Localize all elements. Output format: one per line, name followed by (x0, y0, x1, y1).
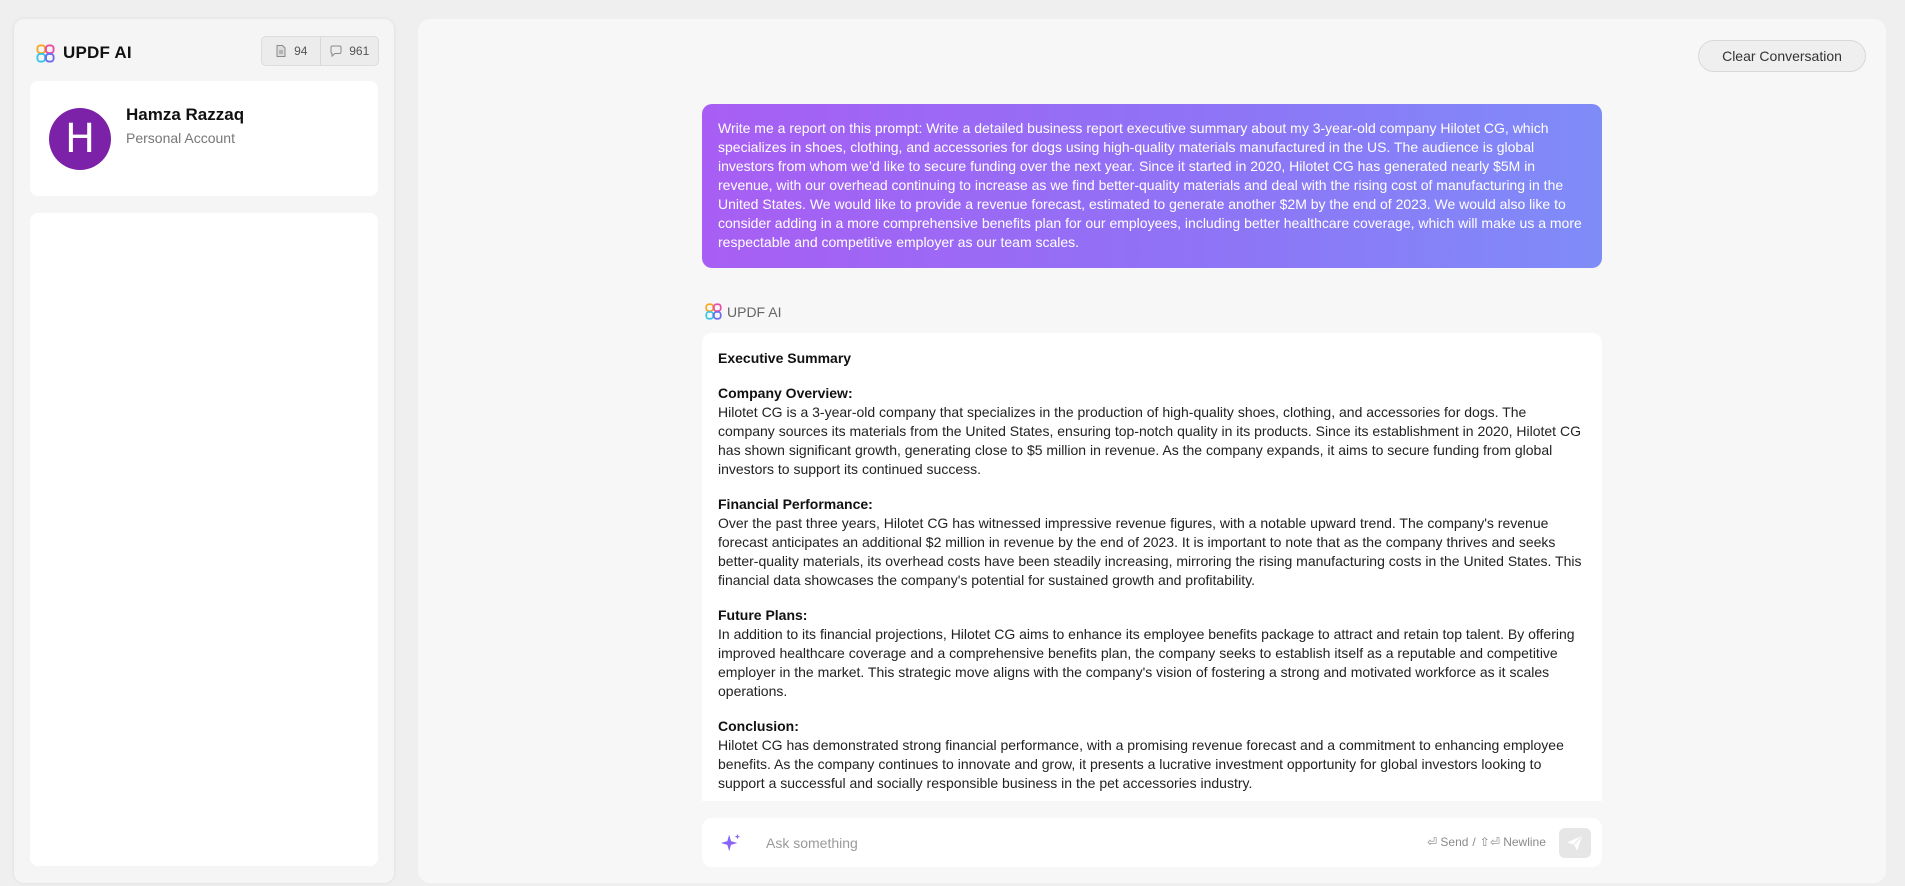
avatar[interactable]: H (49, 108, 111, 170)
section-body: Hilotet CG has demonstrated strong financial performance, with a promising revenue forecast and a commitment to enhancing employee benefits. As the company continues to innovate and grow, it presents a lucrative investment opportunity for global investors looking to support a successful and socially responsible business in the pet accessories industry. (718, 737, 1564, 791)
section-heading: Conclusion: (718, 718, 799, 734)
usage-counters (261, 36, 379, 66)
answer-title: Executive Summary (718, 350, 852, 366)
ai-answer-card (702, 333, 1602, 801)
chat-panel (418, 19, 1886, 883)
answer-section-conclusion (718, 717, 1586, 793)
section-body: Hilotet CG is a 3-year-old company that specializes in the production of high-quality shoes, clothing, and accessories for dogs. The company sources its materials from the United States, ensuring top-notch quality in its products. Since its establishment in 2020, Hilotet CG has shown significant growth, generating close to $5 million in revenue. As the company expands, it aims to secure funding from global investors to support its continued success. (718, 404, 1581, 477)
section-body: Over the past three years, Hilotet CG has witnessed impressive revenue figures, with a notable upward trend. The company's revenue forecast anticipates an additional $2 million in revenue by the end of 2023. It is important to note that as the company thrives and seeks better-quality materials, its overhead costs have been steadily increasing, mirroring the rising manufacturing costs in the United States. This financial data showcases the company's potential for sustained growth and profitability. (718, 515, 1582, 588)
section-heading: Company Overview: (718, 385, 853, 401)
chat-input-bar (702, 818, 1602, 867)
left-sidebar (14, 19, 394, 883)
brand-name: UPDF AI (63, 43, 132, 62)
ai-name: UPDF AI (727, 303, 782, 320)
document-icon (274, 44, 288, 58)
chat-bubble-icon (329, 44, 343, 58)
document-counter (262, 37, 320, 65)
answer-section-financial-performance (718, 495, 1586, 590)
profile-card[interactable] (30, 81, 378, 196)
message-count: 961 (349, 44, 370, 58)
message-counter (320, 37, 379, 65)
send-icon (1567, 835, 1583, 851)
updf-logo-icon (36, 44, 55, 63)
sparkle-icon[interactable] (720, 832, 742, 854)
conversation-history-panel (30, 213, 378, 866)
account-type: Personal Account (126, 130, 235, 146)
section-heading: Future Plans: (718, 607, 808, 623)
clear-conversation-button[interactable]: Clear Conversation (1698, 40, 1866, 72)
hint-separator: / (1472, 835, 1476, 849)
send-hint: ⏎ Send (1427, 835, 1469, 849)
user-prompt-bubble: Write me a report on this prompt: Write a detailed business report executive summary about my 3-year-old company Hilotet CG, which specializes in shoes, clothing, and accessories for dogs using high-quality materials manufactured in the US. The audience is global investors from whom we’d like to secure funding over the next year. Since it started in 2020, Hilotet CG has generated nearly $5M in revenue, with our overhead continuing to increase as we find better-quality materials and deal with the rising cost of manufacturing in the United States. We would like to provide a revenue forecast, estimated to generate another $2M by the end of 2023. We would also like to consider adding in a more comprehensive benefits plan for our employees, including better healthcare coverage, which will make us a more respectable and competitive employer as our team scales. (702, 104, 1602, 268)
brand (36, 39, 132, 67)
document-count: 94 (294, 44, 308, 58)
newline-hint: ⇧⏎ Newline (1479, 835, 1546, 849)
answer-section-future-plans (718, 606, 1586, 701)
profile-name: Hamza Razzaq (126, 105, 245, 124)
section-body: In addition to its financial projections, Hilotet CG aims to enhance its employee benefits package to attract and retain top talent. By offering improved healthcare coverage and a comprehensive benefits plan, the company seeks to establish itself as a reputable and competitive employer in the market. This strategic move aligns with the company's vision of fostering a strong and motivated workforce as it scales operations. (718, 626, 1575, 699)
keyboard-hints (1427, 835, 1546, 849)
section-heading: Financial Performance: (718, 496, 873, 512)
answer-section-company-overview (718, 384, 1586, 479)
ask-input[interactable] (766, 830, 1366, 856)
updf-logo-icon (705, 303, 722, 320)
ai-responder-label (705, 303, 781, 320)
send-button[interactable] (1559, 828, 1591, 858)
